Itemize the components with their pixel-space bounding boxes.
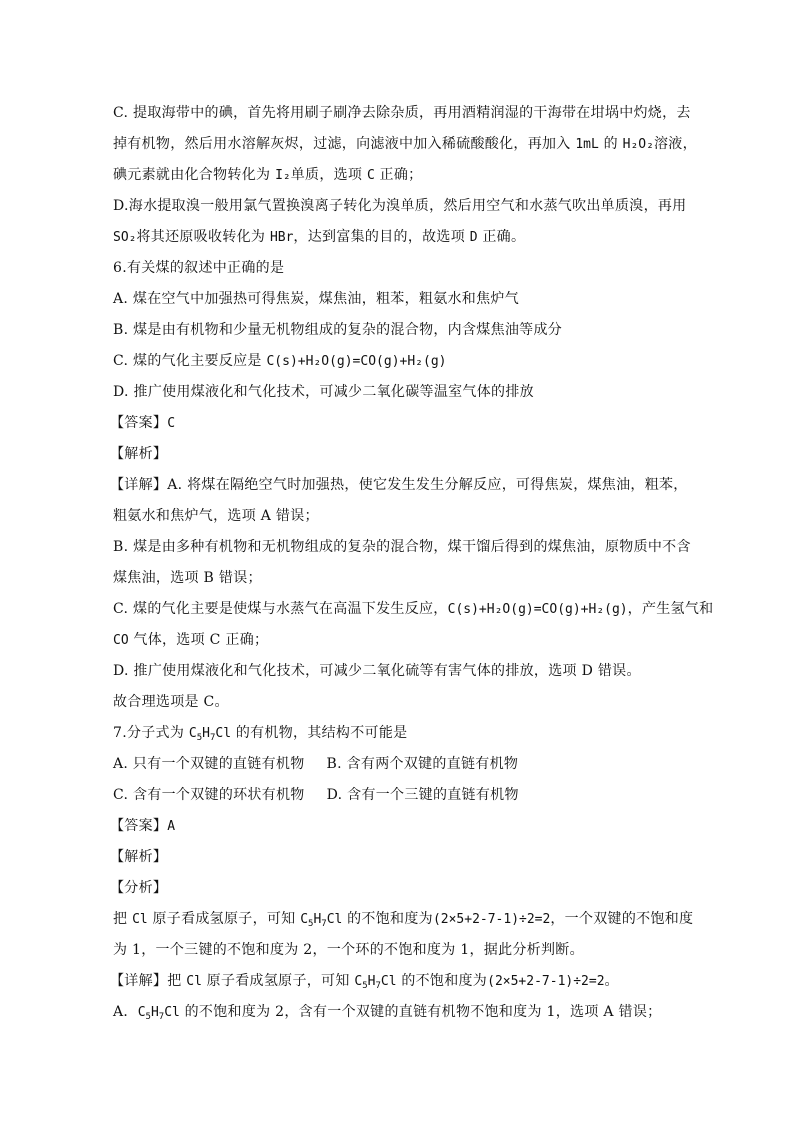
text-line: 煤焦油，选项 B 错误； <box>113 570 262 586</box>
text-line: 碘元素就由化合物转化为 I₂单质，选项 C 正确； <box>113 167 423 183</box>
text-line: D.海水提取溴一般用氯气置换溴离子转化为溴单质，然后用空气和水蒸气吹出单质溴，再用 <box>113 198 687 214</box>
text-line: 粗氨水和焦炉气，选项 A 错误； <box>113 508 319 524</box>
analysis-label: 【分析】 <box>110 880 168 896</box>
text-line: 为 1，一个三键的不饱和度为 2，一个环的不饱和度为 1，据此分析判断。 <box>113 942 584 958</box>
text-line: B. 煤是由多种有机物和无机物组成的复杂的混合物，煤干馏后得到的煤焦油，原物质中不含 <box>113 539 691 555</box>
text-line: 【详解】把 Cl 原子看成氢原子，可知 $C_5H_7Cl$ 的不饱和度为(2×5+2-7-1)÷2=2。 <box>110 973 619 991</box>
question-stem: 6.有关煤的叙述中正确的是 <box>113 260 285 276</box>
text-line: C. 煤的气化主要是使煤与水蒸气在高温下发生反应，C(s)+H₂O(g)=CO(g)+H₂(g)，产生氢气和 <box>113 601 714 617</box>
option-row: A. 只有一个双键的直链有机物 B. 含有两个双键的直链有机物 <box>113 756 519 772</box>
text-line: C. 提取海带中的碘，首先将用刷子刷净去除杂质，再用酒精润湿的干海带在坩埚中灼烧，去 <box>113 105 691 121</box>
option: C. 煤的气化主要反应是 C(s)+H₂O(g)=CO(g)+H₂(g) <box>113 353 447 369</box>
text-line: A．$C_5H_7Cl$ 的不饱和度为 2，含有一个双键的直链有机物不饱和度为 1，选项 A 错误； <box>113 1004 662 1022</box>
text-line: 把 Cl 原子看成氢原子，可知 $C_5H_7Cl$ 的不饱和度为(2×5+2-7-1)÷2=2，一个双键的不饱和度 <box>113 911 694 929</box>
text-line: D. 推广使用煤液化和气化技术，可减少二氧化硫等有害气体的排放，选项 D 错误。 <box>113 663 641 679</box>
answer-label: 【答案】A <box>110 818 176 834</box>
text-line: SO₂将其还原吸收转化为 HBr，达到富集的目的，故选项 D 正确。 <box>113 229 526 245</box>
option: D. 推广使用煤液化和气化技术，可减少二氧化碳等温室气体的排放 <box>113 384 534 400</box>
analysis-label: 【解析】 <box>110 849 168 865</box>
text-line: 故合理选项是 C。 <box>113 694 229 710</box>
option-row: C. 含有一个双键的环状有机物 D. 含有一个三键的直链有机物 <box>113 787 519 803</box>
answer-label: 【答案】C <box>110 415 176 431</box>
question-stem: 7.分子式为 $C_5H_7Cl$ 的有机物，其结构不可能是 <box>113 725 408 743</box>
text-line: 【详解】A. 将煤在隔绝空气时加强热，使它发生发生分解反应，可得焦炭，煤焦油，粗苯， <box>110 477 688 493</box>
text-line: 掉有机物，然后用水溶解灰烬，过滤，向滤液中加入稀硫酸酸化，再加入 1mL 的 H₂O₂溶液， <box>113 136 697 152</box>
text-line: CO 气体，选项 C 正确； <box>113 632 269 648</box>
analysis-label: 【解析】 <box>110 446 168 462</box>
option: A. 煤在空气中加强热可得焦炭，煤焦油，粗苯，粗氨水和焦炉气 <box>113 291 520 307</box>
option: B. 煤是由有机物和少量无机物组成的复杂的混合物，内含煤焦油等成分 <box>113 322 563 338</box>
